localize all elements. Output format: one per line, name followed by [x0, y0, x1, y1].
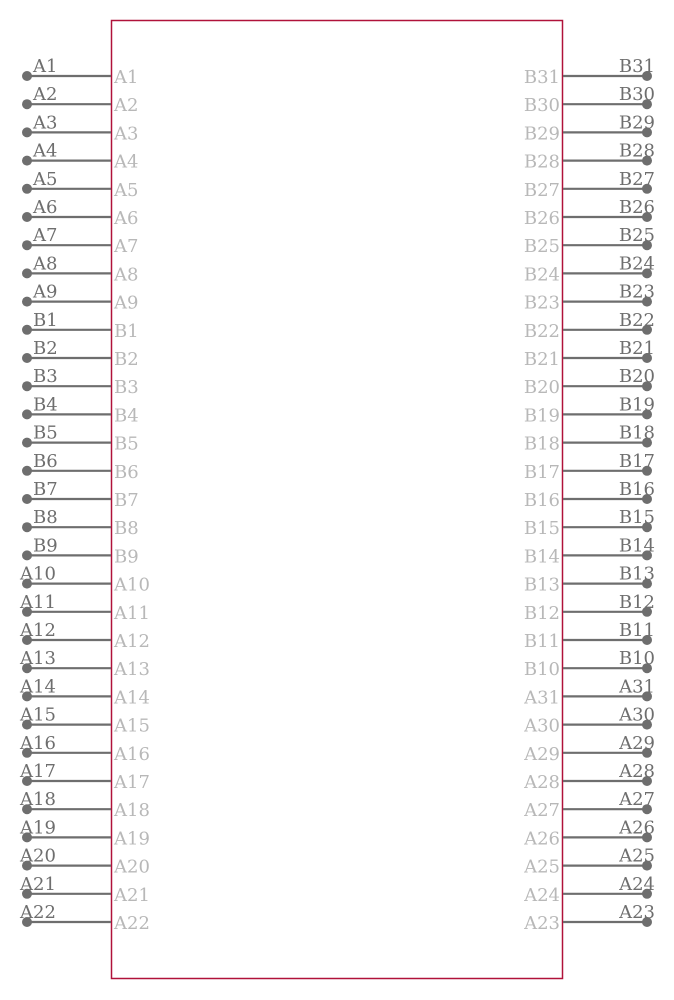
pin-name: B17 — [523, 461, 560, 483]
right-pin — [524, 112, 655, 144]
right-pin — [524, 338, 655, 370]
pin-number: B16 — [618, 479, 655, 500]
pin-end-dot — [22, 297, 32, 307]
pin-number: A17 — [20, 761, 56, 782]
pin-number: B13 — [618, 563, 655, 585]
pin-number: B2 — [33, 338, 58, 359]
pin-name: A14 — [114, 687, 150, 709]
pin-end-dot — [22, 409, 32, 419]
pin-name: A4 — [114, 151, 139, 173]
pin-name: A1 — [114, 67, 139, 88]
pin-end-dot — [22, 438, 32, 448]
pin-name: B11 — [523, 631, 560, 652]
pin-number: A5 — [33, 168, 58, 190]
pin-name: A19 — [114, 828, 150, 850]
left-pin — [19, 592, 150, 624]
pin-number: B19 — [618, 394, 655, 416]
right-pin — [523, 705, 655, 737]
pin-number: B14 — [618, 535, 655, 557]
pin-number: B15 — [618, 507, 655, 529]
pin-name: A8 — [114, 264, 139, 286]
pin-name: B16 — [523, 490, 560, 511]
pin-name: B7 — [114, 490, 139, 511]
pin-name: B12 — [523, 602, 560, 624]
pin-end-dot — [22, 494, 32, 504]
left-pin — [19, 564, 150, 596]
pin-name: B13 — [523, 574, 560, 596]
left-pin — [19, 733, 150, 765]
pin-number: B30 — [618, 84, 655, 106]
pin-name: B1 — [114, 320, 139, 342]
pin-name: B28 — [523, 151, 560, 173]
right-pin — [524, 282, 655, 314]
left-pin — [22, 507, 139, 539]
right-pin — [523, 789, 655, 821]
pin-end-dot — [22, 353, 32, 363]
right-pin — [523, 902, 655, 934]
pin-name: B26 — [523, 208, 560, 229]
pin-number: B31 — [618, 56, 655, 77]
left-pin — [19, 789, 150, 821]
pin-name: B31 — [523, 67, 560, 88]
left-pin — [22, 84, 138, 116]
pin-number: B3 — [33, 366, 58, 388]
pin-end-dot — [22, 240, 32, 250]
pin-number: B29 — [618, 112, 655, 134]
pin-number: A11 — [20, 591, 56, 613]
pin-name: B20 — [523, 377, 560, 399]
pin-number: B20 — [618, 366, 655, 388]
pin-number: A26 — [619, 817, 655, 839]
pin-number: B11 — [618, 620, 655, 641]
pin-number: B25 — [618, 225, 655, 247]
pin-number: A23 — [619, 902, 655, 923]
right-pin — [523, 733, 655, 765]
right-pin — [524, 648, 655, 680]
pin-number: A16 — [20, 732, 56, 754]
pin-name: B2 — [114, 349, 139, 370]
pin-number: A18 — [20, 789, 56, 811]
pin-end-dot — [22, 184, 32, 194]
pin-name: B14 — [523, 546, 560, 568]
pin-number: A6 — [33, 197, 58, 218]
pin-name: A2 — [114, 95, 139, 117]
pin-number: A2 — [33, 84, 58, 106]
pin-number: A8 — [33, 253, 58, 275]
right-pin — [524, 310, 655, 342]
pin-name: A27 — [524, 800, 560, 822]
right-pin — [524, 169, 655, 201]
right-pin — [524, 225, 655, 257]
pin-number: B10 — [618, 648, 655, 670]
right-pin — [524, 423, 655, 455]
pin-name: B6 — [114, 461, 139, 483]
left-pin — [22, 394, 139, 426]
pin-end-dot — [22, 268, 32, 278]
right-pin — [524, 197, 655, 229]
pin-number: B1 — [33, 309, 58, 331]
pin-number: B21 — [618, 338, 655, 359]
pin-end-dot — [22, 550, 32, 560]
right-pin — [524, 56, 655, 88]
pin-number: A3 — [33, 112, 58, 134]
pin-end-dot — [22, 156, 32, 166]
pin-number: A4 — [33, 140, 58, 162]
right-pin — [524, 366, 655, 398]
pin-number: B8 — [33, 507, 58, 529]
pin-name: B19 — [523, 405, 560, 427]
pin-number: A24 — [619, 873, 655, 895]
right-pin — [524, 564, 655, 596]
left-pin — [19, 620, 150, 652]
left-pin-group — [19, 56, 150, 934]
pin-number: A12 — [20, 620, 56, 641]
pin-number: A14 — [20, 676, 56, 698]
pin-name: A21 — [114, 884, 150, 906]
pin-end-dot — [22, 466, 32, 476]
pin-number: B24 — [618, 253, 655, 275]
right-pin — [524, 451, 655, 483]
pin-name: A5 — [114, 179, 139, 201]
right-pin — [524, 592, 655, 624]
pin-number: A7 — [33, 225, 58, 247]
left-pin — [22, 253, 138, 285]
pin-name: A17 — [114, 772, 150, 793]
left-pin — [22, 197, 138, 229]
pin-number: A9 — [33, 281, 58, 303]
pin-end-dot — [22, 212, 32, 222]
pin-end-dot — [22, 99, 32, 109]
left-pin — [19, 676, 150, 708]
right-pin — [524, 394, 655, 426]
pin-number: B4 — [33, 394, 58, 416]
right-pin — [523, 846, 655, 878]
right-pin — [523, 817, 655, 849]
pin-end-dot — [22, 127, 32, 137]
pin-name: B4 — [114, 405, 139, 427]
pin-name: B18 — [523, 433, 560, 455]
pin-name: A23 — [524, 913, 560, 934]
pin-number: A30 — [619, 704, 655, 726]
left-pin — [19, 817, 150, 849]
pin-name: A6 — [114, 208, 139, 229]
left-pin — [22, 56, 138, 88]
pin-name: A24 — [524, 884, 560, 906]
left-pin — [19, 846, 150, 878]
left-pin — [19, 648, 150, 680]
pin-name: B29 — [523, 123, 560, 145]
pin-name: A18 — [114, 800, 150, 822]
right-pin — [523, 874, 655, 906]
pin-name: B8 — [114, 518, 139, 540]
pin-name: A28 — [524, 772, 560, 793]
pin-name: A31 — [524, 687, 560, 709]
pin-name: A30 — [524, 715, 560, 737]
pin-name: B9 — [114, 546, 139, 568]
pin-number: B26 — [618, 197, 655, 218]
left-pin — [22, 451, 139, 483]
left-pin — [19, 761, 150, 793]
left-pin — [19, 902, 150, 934]
pin-number: A25 — [619, 845, 655, 867]
right-pin — [523, 761, 655, 793]
pin-name: B23 — [523, 292, 560, 314]
right-pin — [524, 535, 655, 567]
pin-name: B22 — [523, 320, 560, 342]
pin-number: A31 — [619, 676, 655, 698]
pin-number: B27 — [618, 168, 655, 190]
right-pin-group — [523, 56, 655, 934]
pin-name: A10 — [114, 574, 150, 596]
pin-number: A27 — [619, 789, 655, 811]
pin-name: B30 — [523, 95, 560, 117]
left-pin — [22, 282, 138, 314]
pin-number: A13 — [20, 648, 56, 670]
pin-end-dot — [22, 325, 32, 335]
pin-number: B18 — [618, 422, 655, 444]
pin-name: A12 — [114, 631, 150, 652]
pin-number: A22 — [20, 902, 56, 923]
pin-name: A7 — [114, 236, 139, 258]
pin-name: A26 — [524, 828, 560, 850]
pin-number: A20 — [20, 845, 56, 867]
pin-name: B3 — [114, 377, 139, 399]
pin-number: A21 — [20, 873, 56, 895]
pin-name: A11 — [114, 602, 150, 624]
pin-name: B27 — [523, 179, 560, 201]
pin-name: A16 — [114, 743, 150, 765]
pin-end-dot — [22, 381, 32, 391]
pin-number: B6 — [33, 450, 58, 472]
pin-number: B22 — [618, 309, 655, 331]
left-pin — [19, 874, 150, 906]
left-pin — [22, 338, 139, 370]
pin-name: B10 — [523, 659, 560, 681]
pin-number: A28 — [619, 761, 655, 782]
left-pin — [22, 423, 139, 455]
pin-end-dot — [22, 71, 32, 81]
component-body — [112, 21, 563, 979]
pin-name: B24 — [523, 264, 560, 286]
pin-number: B17 — [618, 450, 655, 472]
right-pin — [524, 253, 655, 285]
right-pin — [524, 479, 655, 511]
pin-name: A3 — [114, 123, 139, 145]
left-pin — [22, 535, 139, 567]
left-pin — [22, 112, 138, 144]
right-pin — [524, 141, 655, 173]
pin-number: A15 — [20, 704, 56, 726]
pin-number: B9 — [33, 535, 58, 557]
pin-number: B28 — [618, 140, 655, 162]
pin-name: A13 — [114, 659, 150, 681]
pin-number: A29 — [619, 732, 655, 754]
pin-name: B25 — [523, 236, 560, 258]
pin-name: B15 — [523, 518, 560, 540]
pin-name: B5 — [114, 433, 139, 455]
right-pin — [523, 676, 655, 708]
pin-name: A25 — [524, 856, 560, 878]
pin-number: B12 — [618, 591, 655, 613]
left-pin — [22, 479, 139, 511]
pin-number: A10 — [20, 563, 56, 585]
left-pin — [19, 705, 150, 737]
pin-name: A29 — [524, 743, 560, 765]
pin-number: B7 — [33, 479, 58, 500]
pin-end-dot — [22, 522, 32, 532]
pin-number: B5 — [33, 422, 58, 444]
pin-name: A15 — [114, 715, 150, 737]
left-pin — [22, 366, 139, 398]
left-pin — [22, 169, 138, 201]
pin-number: B23 — [618, 281, 655, 303]
left-pin — [22, 141, 138, 173]
left-pin — [22, 225, 138, 257]
pin-name: A20 — [114, 856, 150, 878]
pin-name: A9 — [114, 292, 139, 314]
pin-name: B21 — [523, 349, 560, 370]
right-pin — [524, 620, 655, 652]
pin-number: A19 — [20, 817, 56, 839]
pin-name: A22 — [114, 913, 150, 934]
right-pin — [524, 84, 655, 116]
pin-number: A1 — [33, 56, 58, 77]
left-pin — [22, 310, 139, 342]
right-pin — [524, 507, 655, 539]
